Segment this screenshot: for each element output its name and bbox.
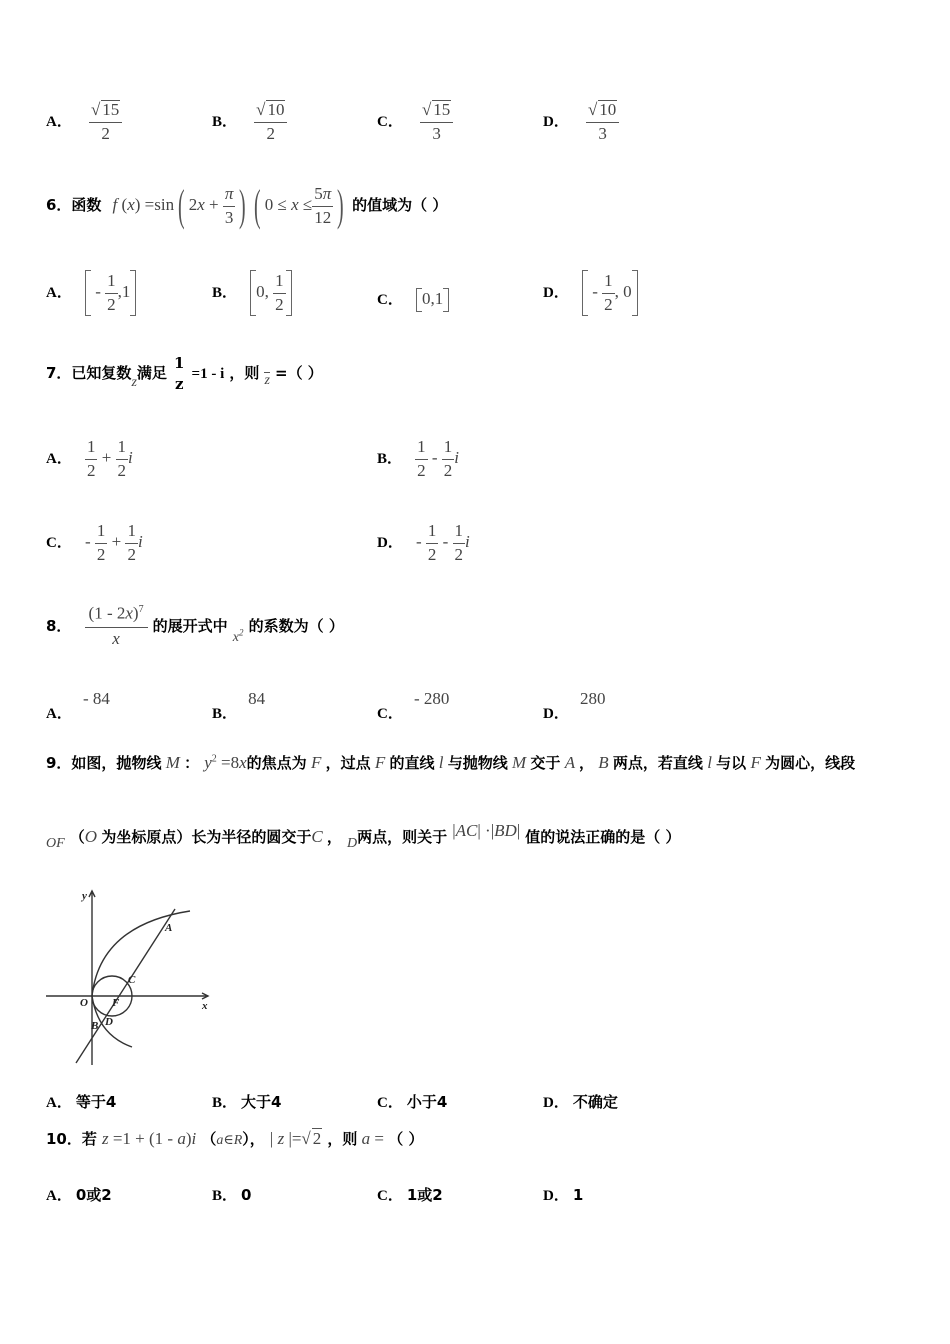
q8-option-c[interactable]: C． - 280 [377, 689, 450, 722]
q5-option-a-value: $\frac{√ 15}{2}$ [89, 100, 122, 143]
q5-option-b-value: $\frac{√ 10}{2}$ [254, 100, 287, 143]
q6-option-a[interactable]: A． - $\frac{1}{2}$ ,1 [46, 270, 136, 316]
q7-option-c[interactable]: C． - $\frac{1}{2}$ + $\frac{1}{2}$ i [46, 521, 143, 564]
q5-option-d[interactable]: D． $\frac{√ 10}{3}$ [543, 100, 619, 143]
q7-conjugate-z: z [264, 373, 270, 388]
q6-stem: 6．函数 f (x) =sin( 2x + $\frac{\pi}{3}$ ) ( 0 ≤ x ≤ $\frac{5\pi}{12}$ ) 的值域为（ ） [46, 181, 448, 230]
q9-option-a[interactable]: A． 等于4 [46, 1093, 117, 1111]
q6-option-b-value: 0, $\frac{1}{2}$ [250, 282, 292, 301]
q6-option-c-value: 0,1 [416, 289, 449, 308]
q10-stem: 10．若 z =1 + (1 - a)i （a∈R）， | z |=√ 2 ，则 a = （ ） [46, 1129, 424, 1148]
q5-option-c[interactable]: C． $\frac{√ 15}{3}$ [377, 100, 453, 143]
q8-expression: $\frac{(1 - 2x)^7}{x}$ [85, 604, 148, 649]
label-d: D [105, 1016, 113, 1028]
label-x: x [202, 1000, 208, 1012]
q7-option-b-value: $\frac{1}{2}$ - $\frac{1}{2}$ i [417, 437, 460, 480]
label-y: y [82, 890, 87, 902]
q10-option-a[interactable]: A． 0或2 [46, 1186, 112, 1204]
label-b: B [91, 1020, 99, 1032]
q7-option-b[interactable]: B． $\frac{1}{2}$ - $\frac{1}{2}$ i [377, 437, 460, 480]
line-l [76, 909, 175, 1063]
label-o: O [80, 997, 88, 1009]
q6-option-d[interactable]: D． - $\frac{1}{2}$ , 0 [543, 270, 638, 316]
q8-option-a[interactable]: A． - 84 [46, 689, 110, 722]
q9-option-d[interactable]: D． 不确定 [543, 1093, 618, 1111]
q5-option-c-value: $\frac{√ 15}{3}$ [420, 100, 453, 143]
q6-function: f (x) =sin( 2x + $\frac{\pi}{3}$ ) ( 0 ≤ x ≤ $\frac{5\pi}{12}$ ) [112, 181, 344, 230]
q8-option-b[interactable]: B． 84 [212, 689, 266, 722]
q7-option-c-value: - $\frac{1}{2}$ + $\frac{1}{2}$ i [84, 521, 143, 564]
label-f: F [112, 997, 120, 1009]
q5-option-a[interactable]: A． $\frac{√ 15}{2}$ [46, 100, 122, 143]
q10-option-b[interactable]: B． 0 [212, 1186, 252, 1204]
label-c: C [128, 974, 136, 986]
q8-option-d[interactable]: D． 280 [543, 689, 606, 722]
q9-option-c[interactable]: C． 小于4 [377, 1093, 448, 1111]
q7-option-d[interactable]: D． - $\frac{1}{2}$ - $\frac{1}{2}$ i [377, 521, 470, 564]
q8-x-squared: $x^2$ [232, 627, 244, 646]
q10-modulus: | z |=√ 2 [269, 1129, 322, 1148]
q9-stem-line1: 9．如图，抛物线 M ： $y^2 =8x$的焦点为 F ，过点 F 的直线 l 与抛物线 M 交于 A ， B 两点，若直线 l 与以 F 为圆心，线段 [46, 753, 856, 772]
q9-parabola-equation: $y^2 =8x$ [204, 753, 247, 772]
label-a: A [165, 922, 173, 934]
q10-a-in-r: a∈R [216, 1133, 243, 1148]
q8-stem: 8． $\frac{(1 - 2x)^7}{x}$ 的展开式中 $x^2$ 的系数为（ ） [46, 603, 344, 649]
q9-option-b[interactable]: B． 大于4 [212, 1093, 282, 1111]
q6-option-a-value: - $\frac{1}{2}$ ,1 [85, 282, 136, 301]
q9-stem-line2: OF （O 为坐标原点）长为半径的圆交于C ， D两点，则关于 |AC| ·|BD| 值的说法正确的是（ ） [46, 821, 681, 851]
q10-z-definition: z =1 + (1 - a)i [101, 1129, 197, 1148]
q9-figure [40, 885, 220, 1070]
q9-product-expression: |AC| ·|BD| [452, 821, 521, 840]
q5-option-b[interactable]: B． $\frac{√ 10}{2}$ [212, 100, 287, 143]
q7-option-a[interactable]: A． $\frac{1}{2}$ + $\frac{1}{2}$ i [46, 437, 133, 480]
q6-option-b[interactable]: B． 0, $\frac{1}{2}$ [212, 270, 292, 316]
q5-option-d-value: $\frac{√ 10}{3}$ [586, 100, 619, 143]
q7-option-a-value: $\frac{1}{2}$ + $\frac{1}{2}$ i [86, 437, 133, 480]
q7-option-d-value: - $\frac{1}{2}$ - $\frac{1}{2}$ i [415, 521, 470, 564]
q10-option-c[interactable]: C． 1或2 [377, 1186, 443, 1204]
q7-fraction: 1 z [174, 354, 185, 393]
q7-stem: 7．已知复数z满足 1 z =1 - i ，则 z =（ ） [46, 354, 323, 393]
q6-option-d-value: - $\frac{1}{2}$ , 0 [582, 282, 638, 301]
q6-option-c[interactable]: C． 0,1 [377, 288, 449, 312]
q10-option-d[interactable]: D． 1 [543, 1186, 584, 1204]
